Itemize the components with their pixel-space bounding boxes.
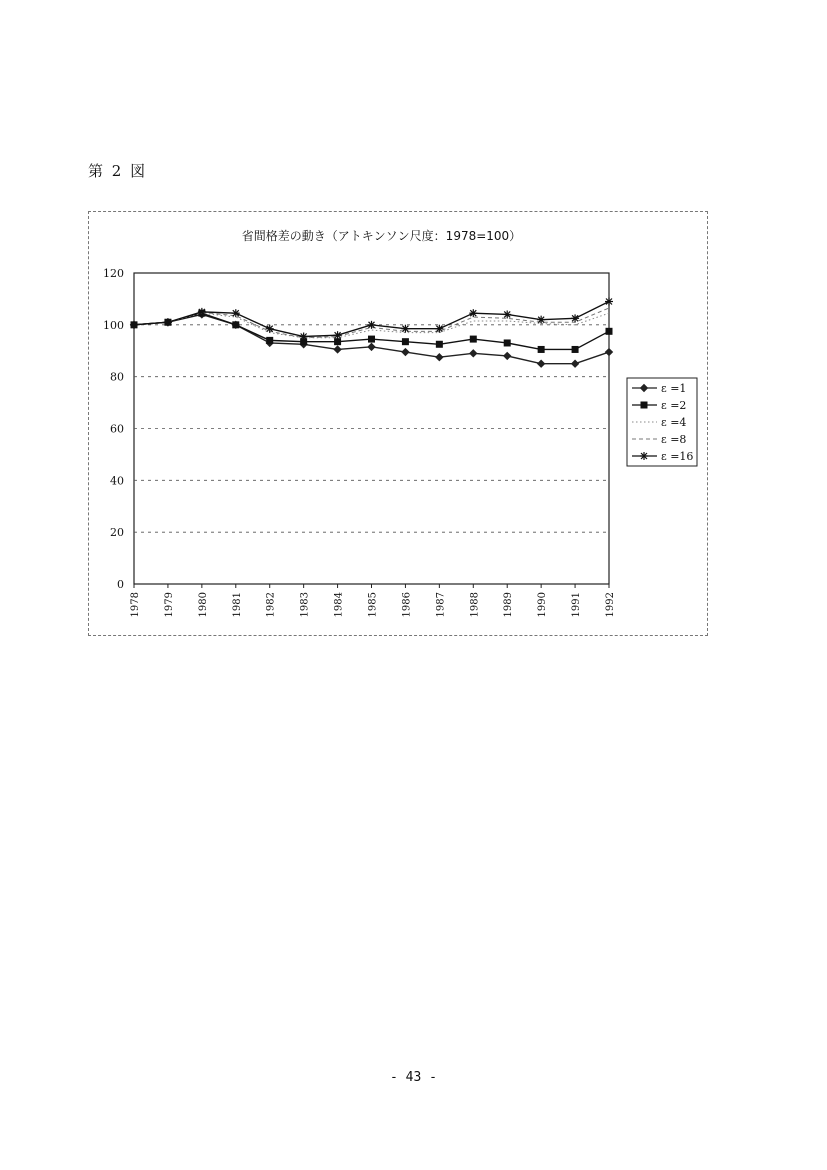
x-tick-label: 1980 xyxy=(197,592,209,618)
marker-diamond xyxy=(402,349,409,356)
x-tick-label: 1978 xyxy=(130,592,141,618)
legend-label: ε =4 xyxy=(661,416,687,429)
legend-label: ε =1 xyxy=(661,382,687,395)
y-tick-label: 100 xyxy=(103,318,124,332)
x-tick-label: 1987 xyxy=(435,592,447,618)
marker-square xyxy=(538,346,545,353)
marker-square xyxy=(572,346,579,353)
marker-star xyxy=(401,325,409,333)
chart-title: 省間格差の動き（アトキンソン尺度：1978=100） xyxy=(241,229,522,243)
marker-square xyxy=(504,339,511,346)
marker-diamond xyxy=(334,346,341,353)
chart-svg xyxy=(89,212,709,637)
marker-square xyxy=(606,328,613,335)
x-tick-label: 1990 xyxy=(537,592,549,618)
marker-star xyxy=(469,309,477,317)
marker-diamond xyxy=(538,360,545,367)
marker-diamond xyxy=(572,360,579,367)
y-tick-label: 120 xyxy=(103,267,124,280)
marker-star xyxy=(571,314,579,322)
x-tick-label: 1979 xyxy=(163,592,175,618)
marker-star xyxy=(232,309,240,317)
marker-star xyxy=(640,452,648,460)
marker-diamond xyxy=(436,354,443,361)
y-tick-label: 80 xyxy=(110,370,124,384)
x-tick-label: 1982 xyxy=(265,592,277,618)
x-tick-label: 1983 xyxy=(299,592,311,618)
marker-square xyxy=(334,338,341,345)
chart-frame xyxy=(88,211,708,636)
marker-diamond xyxy=(606,349,613,356)
y-tick-label: 20 xyxy=(110,526,124,540)
marker-star xyxy=(300,332,308,340)
marker-square xyxy=(266,337,273,344)
x-tick-label: 1989 xyxy=(503,592,515,618)
marker-diamond xyxy=(470,350,477,357)
marker-star xyxy=(130,321,138,329)
marker-square xyxy=(368,336,375,343)
series-4 xyxy=(130,298,613,341)
marker-star xyxy=(198,308,206,316)
x-tick-label: 1981 xyxy=(231,592,243,618)
marker-square xyxy=(436,341,443,348)
legend-label: ε =16 xyxy=(661,450,694,463)
x-tick-label: 1988 xyxy=(469,592,481,618)
y-tick-label: 0 xyxy=(117,578,124,591)
marker-star xyxy=(435,325,443,333)
marker-square xyxy=(641,402,648,409)
marker-square xyxy=(402,338,409,345)
legend xyxy=(627,378,697,466)
legend-label: ε =8 xyxy=(661,433,687,446)
x-tick-label: 1986 xyxy=(401,592,413,618)
x-tick-label: 1992 xyxy=(605,592,616,618)
page-number: - 43 - xyxy=(390,1070,437,1085)
marker-star xyxy=(605,298,613,306)
marker-square xyxy=(232,321,239,328)
marker-star xyxy=(537,316,545,324)
marker-star xyxy=(503,310,511,318)
marker-star xyxy=(334,331,342,339)
y-tick-label: 60 xyxy=(110,422,124,436)
figure-label: 第 2 図 xyxy=(88,162,148,180)
marker-star xyxy=(368,321,376,329)
y-tick-label: 40 xyxy=(110,474,124,488)
marker-star xyxy=(266,325,274,333)
marker-square xyxy=(470,336,477,343)
marker-diamond xyxy=(368,343,375,350)
x-tick-label: 1985 xyxy=(367,592,379,618)
marker-star xyxy=(164,318,172,326)
x-tick-label: 1991 xyxy=(571,592,583,618)
x-tick-label: 1984 xyxy=(333,592,345,618)
legend-label: ε =2 xyxy=(661,399,687,412)
marker-diamond xyxy=(504,352,511,359)
series-line xyxy=(134,302,609,337)
